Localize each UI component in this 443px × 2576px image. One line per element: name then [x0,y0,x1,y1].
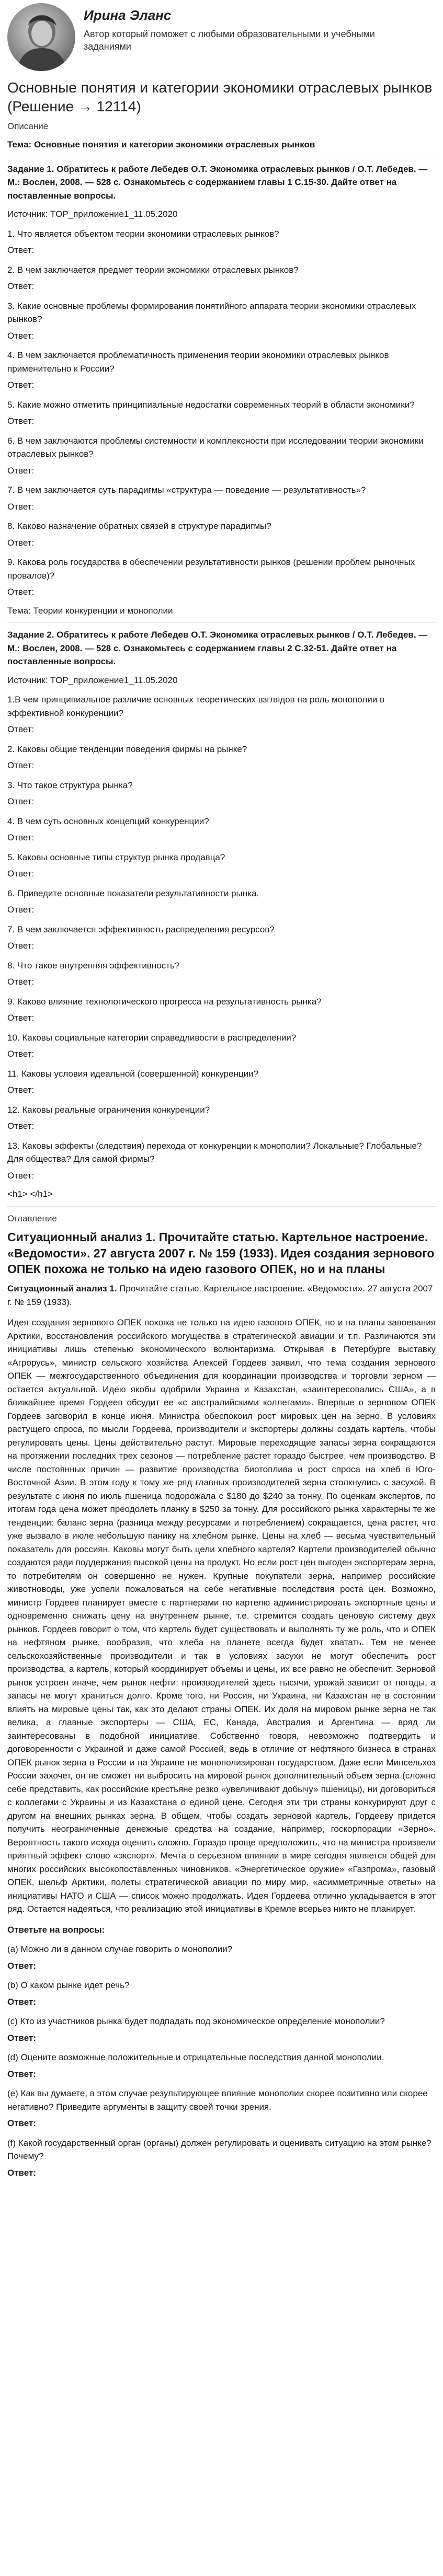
answer-label: Ответ: [7,245,35,256]
article-body: Идея создания зернового ОПЕК похожа не только на идею газового ОПЕК, но и на планы завоевания Арктики, восстановления российского могущества в стратегической авиации и т.п. Различаются эти инициативы лишь степенью экономического волюнтаризма. Открывая в Петербурге выставку «Агрорусь», министр сельского хозяйства Алексей Гордеев заявил, что тема создания зернового ОПЕК — межгосударственного объединения для координации производства и торговли зерном — остается актуальной. Идею якобы одобрили Украина и Казахстан, «заинтересовались США», а в ближайшее время Гордеев обсудит ее «с австралийскими коллегами». Впервые о зерновом ОПЕК Гордеев заговорил в конце июня. Министра обеспокоил рост мировых цен на зерно. В условиях растущего спроса, по мысли Гордеева, производители и экспортеры должны создать картель, чтобы регулировать цены. Цены действительно растут. Мировые переходящие запасы зерна сокращаются на протяжении последних трех сезонов — потребление растет гораздо быстрее, чем производство. В числе постоянных причин — развитие производства биотоплива и рост спроса на хлеб в Юго-Восточной Азии. В этом году к тому же ряд главных производителей зерна столкнулись с засухой. В результате с июня по июль пшеница подорожала с $180 до $240 за тонну. По оценкам экспертов, по итогам года цена может преодолеть планку в $250 за тонну. Для российского рынка характерны те же тенденции: баланс зерна (разница между ресурсами и потреблением) сокращается, цена растет, что уже вызвало в июле небольшую панику на хлебном рынке. Цены на хлеб — весьма чувствительный показатель для россиян. Каковы могут быть цели хлебного картеля? Картели производителей обычно создаются ради поддержания высокой цены на продукт. Но если рост цен выгоден экспортерам зерна, то потребителям он совершенно не нужен. Крупные покупатели зерна, например российские животноводы, уже успели пожаловаться на себе негативные последствия роста цен. Возможно, министр Гордеев планирует вместе с партнерами по картелю администрировать экспортные цены и одновременно снижать цену на внутреннем рынке, т.е. стремится создать ценовую систему двух рынков. Гордеев говорит о том, что картель будет существовать и выполнять ту же роль, что и ОПЕК на нефтяном рынке, вообразив, что хлеба на планете всегда будет хватать. Тем не менее сельскохозяйственные производители и так в условиях засухи не могут обеспечить рост производства, а картель, который координирует объемы и цены, их все равно не обеспечит. Зерновой рынок устроен иначе, чем рынок нефти: производителей здесь тысячи, урожай зависит от погоды, а запасы не могут храниться долго. Кроме того, ни Россия, ни Украина, ни Казахстан не в состоянии влиять на мировые цены так, как это делают страны ОПЕК. Их доля на мировом рынке зерна не так велика, а главные экспортеры — США, ЕС, Канада, Австралия и Аргентина — вряд ли заинтересованы в подобной инициативе. Собственно говоря, невозможно подтвердить и договоренности с Украиной и даже самой Россией, ведь в отличие от нефтяного бизнеса в странах ОПЕК рынок зерна в России и на Украине не монополизирован государством. Даже если Минсельхоз России захочет, он не сможет ни выбросить на мировой рынок дополнительный объем зерна (сложно себе представить, как российские крестьяне резко «увеличивают добычу» пшеницы), ни договориться с коллегами с Украины и из Казахстана о единой цене. Сегодня эти три страны конкурируют друг с другом на внешних рынках зерна. В общем, чтобы создать зерновой картель, Гордееву придется получить неограниченные денежные средства на создание, например, госкорпорации «Зерно». Вероятность такого исхода оценить сложно. Гораздо проще предположить, что на министра произвели приятный эффект слово «экспорт». Мечта о серьезном влиянии в мире сегодня является общей для многих российских высокопоставленных чиновников. «Энергетическое оружие» «Газпрома», газовый ОПЕК, шельф Арктики, полеты стратегической авиации по миру мир, «асимметричные ответы» на инициативы НАТО и США — список можно продолжать. Идея Гордеева отлично укладывается в этот ряд. Остается надеяться, что реализацию этой инициативы в Кремле всерьез никто не планирует. [7,1318,436,1914]
question: 12. Каковы реальные ограничения конкуренции? [7,1104,210,1115]
question: 11. Каковы условия идеальной (совершенной) конкуренции? [7,1068,259,1079]
case-question: (d) Оцените возможные положительные и отрицательные последствия данной монополии. [7,2052,384,2063]
topic-1: Тема: Основные понятия и категории экономики отраслевых рынков [7,140,315,150]
answer-label: Ответ: [7,724,35,735]
author-avatar[interactable] [7,3,75,71]
answer-label: Ответ: [7,977,35,987]
source-1: Источник: TOP_приложение1_11.05.2020 [7,209,178,220]
answer-label: Ответ: [7,2069,36,2079]
source-2: Источник: TOP_приложение1_11.05.2020 [7,675,178,685]
case-question: (f) Какой государственный орган (органы) должен регулировать и оценивать ситуацию на этом рынке? Почему? [7,2138,431,2162]
author-card [7,3,436,71]
case-question: (c) Кто из участников рынка будет подпадать под экономическое определение монополии? [7,2016,385,2027]
description-label: Описание [7,121,49,131]
answer-label: Ответ: [7,905,35,915]
answer-label: Ответ: [7,1085,35,1095]
question: 10. Каковы социальные категории справедливости в распределении? [7,1032,297,1043]
raw-heading-tag: <h1> </h1> [7,1189,53,1199]
question: 7. В чем заключается суть парадигмы «структура — поведение — результативность»? [7,485,366,495]
answer-label: Ответ: [7,2118,36,2129]
case-question: (e) Как вы думаете, в этом случае результирующее влияние монополии скорее позитивно или скорее негативно? Приведите аргументы в защиту своей точки зрения. [7,2088,428,2112]
answer-label: Ответ: [7,2032,36,2043]
answer-label: Ответ: [7,1960,36,1971]
divider [7,1206,436,1207]
questions-list-1 [7,227,436,599]
case-heading: Ситуационный анализ 1. Прочитайте статью. Картельное настроение. «Ведомости». 27 августа 2007 г. № 159 (1933). Идея создания зернового ОПЕК похожа не только на идею газового ОПЕК, но и на планы [7,1230,435,1276]
task-2: Задание 2. Обратитесь к работе Лебедев О.Т. Экономика отраслевых рынков / О.Т. Лебедев. — М.: Вослен, 2008. — 528 с. Ознакомьтесь с содержанием главы 2 С.32-51. Дайте ответ на поставленные вопросы. [7,630,428,667]
answer-label: Ответ: [7,465,35,476]
divider [7,622,436,623]
question: 9. Каково влияние технологического прогресса на результативность рынка? [7,996,322,1007]
answer-label: Ответ: [7,416,35,426]
question: 5. Какие можно отметить принципиальные недостатки современных теорий в области экономики? [7,399,415,410]
final-answer-label: Ответ: [7,2167,36,2178]
question: 8. Что такое внутренняя эффективность? [7,960,180,971]
question: 6. Приведите основные показатели результативности рынка. [7,888,259,898]
questions-list-2 [7,693,436,1182]
question: 9. Какова роль государства в обеспечении результативности рынков (решении проблем рыночных провалов)? [7,557,415,581]
case-intro-text: Прочитайте статью. Картельное настроение. «Ведомости». 27 августа 2007 г. № 159 (1933). [7,1284,433,1307]
question: 8. Каково назначение обратных связей в структуре парадигмы? [7,521,271,532]
author-description: Автор который поможет с любыми образовательными и учебными заданиями [84,29,375,52]
question: 2. Каковы общие тенденции поведения фирмы на рынке? [7,744,247,754]
question: 1. Что является объектом теории экономики отраслевых рынков? [7,228,279,239]
answer-label: Ответ: [7,1013,35,1023]
answer-label: Ответ: [7,501,35,512]
answer-label: Ответ: [7,941,35,951]
question: 4. В чем заключается проблематичность применения теории экономики отраслевых рынков применительно к России? [7,350,389,374]
question: 6. В чем заключаются проблемы системности и комплексности при исследовании теории экономики отраслевых рынков? [7,435,424,459]
page-title: Основные понятия и категории экономики отраслевых рынков (Решение → 12114) [7,79,433,115]
question: 1.В чем принципиальное различие основных теоретических взглядов на роль монополии в эффективной конкуренции? [7,695,384,718]
answer-label: Ответ: [7,281,35,292]
answer-label: Ответ: [7,1996,36,2007]
toc-label: Оглавление [7,1213,57,1223]
answer-label: Ответ: [7,1170,35,1181]
answer-label: Ответ: [7,796,35,807]
avatar-portrait-icon [7,3,75,71]
answer-label: Ответ: [7,760,35,771]
answer-label: Ответ: [7,380,35,390]
answers-heading: Ответьте на вопросы: [7,1924,105,1935]
question: 3. Что такое структура рынка? [7,780,133,790]
answer-label: Ответ: [7,587,35,597]
answer-label: Ответ: [7,537,35,548]
case-question: (a) Можно ли в данном случае говорить о монополии? [7,1944,233,1955]
question: 2. В чем заключается предмет теории экономики отраслевых рынков? [7,264,299,275]
author-name[interactable]: Ирина Эланс [84,7,172,23]
question: 4. В чем суть основных концепций конкуренции? [7,816,209,826]
task-1: Задание 1. Обратитесь к работе Лебедев О.Т. Экономика отраслевых рынков / О.Т. Лебедев. — М.: Вослен, 2008. — 528 с. Ознакомьтесь с содержанием главы 1 С.15-30. Дайте ответ на поставленные вопросы. [7,164,428,201]
case-questions-list [7,1943,436,2179]
question: 5. Каковы основные типы структур рынка продавца? [7,852,225,862]
answer-label: Ответ: [7,330,35,341]
case-intro [7,1282,436,1309]
case-intro-bold: Ситуационный анализ 1. [7,1284,117,1294]
question: 13. Каковы эффекты (следствия) перехода от конкуренции к монополии? Локальные? Глобальные? Для общества? Для самой фирмы? [7,1140,422,1164]
question: 3. Какие основные проблемы формирования понятийного аппарата теории экономики отраслевых рынков? [7,301,416,325]
answer-label: Ответ: [7,1121,35,1131]
topic-2-label: Тема: Теории конкуренции и монополии [7,605,173,616]
answer-label: Ответ: [7,833,35,843]
answer-label: Ответ: [7,1049,35,1059]
case-question: (b) О каком рынке идет речь? [7,1980,130,1991]
answer-label: Ответ: [7,869,35,879]
question: 7. В чем заключается эффективность распределения ресурсов? [7,924,275,934]
